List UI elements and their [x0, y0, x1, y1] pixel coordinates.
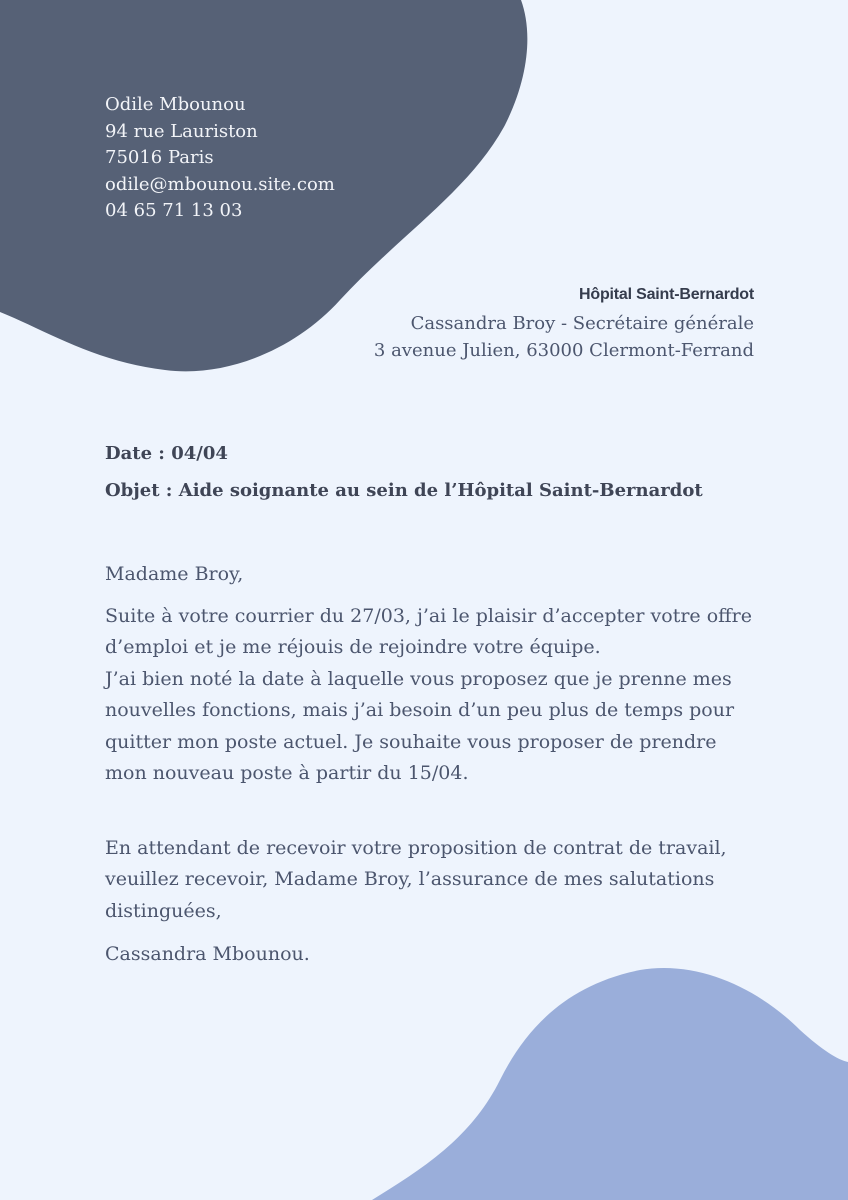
recipient-block — [374, 281, 754, 364]
letter-signature: Cassandra Mbounou. — [105, 943, 310, 965]
letter-date: Date : 04/04 — [105, 443, 228, 464]
letter-subject: Objet : Aide soignante au sein de l’Hôpital Saint-Bernardot — [105, 480, 703, 501]
letter-closing: En attendant de recevoir votre proposition de contrat de travail, veuillez recevoir, Madame Broy, l’assurance de mes salutations distinguées, — [105, 836, 727, 922]
letter-body — [105, 559, 755, 971]
sender-name: Odile Mbounou — [105, 94, 246, 115]
letter-meta — [105, 443, 703, 517]
letter-paragraph: J’ai bien noté la date à laquelle vous proposez que je prenne mes nouvelles fonctions, mais j’ai besoin d’un peu plus de temps pour quitter mon poste actuel. Je souhaite vous proposer de prendre mon nouveau poste à partir du 15/04. — [105, 667, 735, 784]
sender-email: odile@mbounou.site.com — [105, 173, 335, 195]
letter-salutation: Madame Broy, — [105, 563, 244, 585]
letter-paragraph: Suite à votre courrier du 27/03, j’ai le plaisir d’accepter votre offre d’emploi et je me réjouis de rejoindre votre équipe. — [105, 604, 752, 658]
sender-block — [105, 92, 335, 225]
sender-phone: 04 65 71 13 03 — [105, 200, 243, 221]
sender-city: 75016 Paris — [105, 147, 214, 168]
recipient-contact: Cassandra Broy - Secrétaire générale — [410, 313, 754, 334]
bottom-right-blob — [372, 968, 848, 1200]
recipient-organization: Hôpital Saint-Bernardot — [579, 286, 754, 303]
recipient-address: 3 avenue Julien, 63000 Clermont-Ferrand — [373, 340, 754, 361]
sender-street: 94 rue Lauriston — [105, 120, 258, 142]
